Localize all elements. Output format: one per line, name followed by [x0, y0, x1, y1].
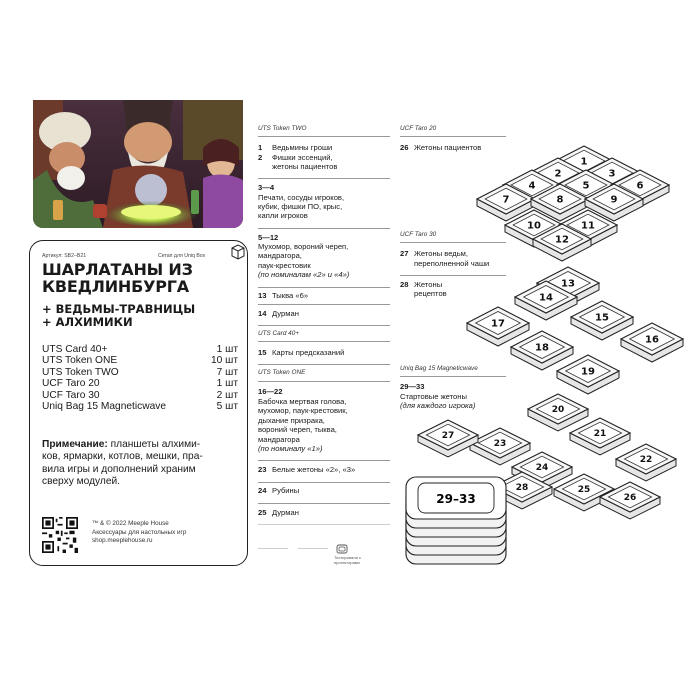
tray-cell-label: 6 [636, 180, 644, 192]
bag-stack [406, 477, 506, 564]
tray-cell-label: 14 [539, 292, 553, 304]
tray-cell-label: 8 [556, 194, 564, 206]
tray-cell-label: 12 [555, 234, 569, 246]
tray-cell-20 [528, 394, 588, 431]
qr-code-icon[interactable] [42, 517, 78, 553]
divider [258, 482, 390, 483]
list-item: 23 Белые жетоны «2», «3» [258, 465, 356, 475]
article-number: Артикул: SB2–B21 [42, 253, 87, 259]
section-title: UCF Taro 20 [400, 125, 437, 132]
tray-cell-22 [616, 444, 676, 481]
tray-cell-label: 26 [623, 493, 637, 504]
list-item: 5—12 Мухомор, вороний череп, мандрагора, паук-крестовик (по номиналам «2» и «4») [258, 232, 350, 280]
list-item: 24 Рубины [258, 486, 300, 496]
section-title: UCF Taro 30 [400, 231, 437, 238]
list-item: 2 Фишки эссенций, жетоны пациентов [258, 152, 338, 172]
tray-cell-18 [511, 331, 573, 370]
artwork-illustration [33, 100, 243, 228]
tray-cell-label: 19 [581, 366, 595, 378]
list-item: 14 Дурман [258, 308, 299, 318]
tray-cell-label: 2 [554, 168, 562, 180]
list-item: 29—33 Стартовые жетоны (для каждого игрока) [400, 382, 476, 411]
section-title: UTS Token TWO [258, 125, 307, 132]
tray-cell-label: 21 [593, 429, 607, 440]
section-title: UTS Token ONE [258, 369, 306, 377]
tray-cell-label: 23 [493, 439, 507, 450]
tray-cell-label: 5 [582, 180, 590, 192]
organizer-diagram [392, 125, 700, 565]
note-text: Примечание: планшеты алхими- ков, ярмарки, котлов, мешки, пра- вила игры и дополнений храним сверху модулей. [42, 439, 203, 488]
list-item: 16—22 Бабочка мертвая голова, мухомор, паук-крестовик, дыхание призрака, вороний череп, тыква, мандрагора (по номиналу «1») [258, 387, 348, 453]
tray-cell-label: 22 [639, 455, 653, 466]
components-list [42, 344, 238, 412]
tray-cell-label: 10 [527, 220, 541, 232]
divider [258, 524, 390, 525]
box-icon [230, 243, 246, 261]
divider [258, 341, 390, 342]
list-item: 3—4 Печати, сосуды игроков, кубик, фишки ПО, крыс, капли игроков [258, 183, 345, 221]
copyright: ™ & © 2022 Meeple House [92, 520, 169, 527]
copyright-block [92, 520, 186, 546]
tested-label: Тестировали с протекторами [334, 555, 361, 565]
tray-cell-27 [418, 420, 478, 457]
tray-cell-label: 28 [515, 483, 529, 494]
website-link[interactable]: shop.meeplehouse.ru [92, 537, 153, 545]
list-item: 26 Жетоны пациентов [400, 143, 482, 153]
tray-cell-label: 1 [580, 156, 588, 168]
list-item: 13 Тыква «6» [258, 291, 309, 301]
tray-cell-label: 25 [577, 485, 591, 496]
divider [258, 364, 390, 365]
tagline: Аксессуары для настольных игр [92, 528, 187, 536]
tray-cell-17 [467, 307, 529, 346]
tray-cell-label: 4 [528, 180, 536, 192]
divider [258, 304, 390, 305]
sleeve-icon [336, 544, 348, 554]
list-item: 1 Ведьмины гроши [258, 143, 333, 153]
list-item: 28 Жетоны рецептов [400, 279, 447, 299]
tray-cell-label: 20 [551, 405, 565, 416]
game-title [42, 261, 193, 295]
expansions-title [42, 303, 195, 329]
list-item: UTS Token TWO 7 шт [42, 366, 238, 378]
list-item: UCF Taro 30 2 шт [42, 389, 238, 401]
list-item: 25 Дурман [258, 507, 299, 517]
tray-cell-label: 13 [561, 278, 575, 290]
tray-cell-label: 24 [535, 463, 549, 474]
list-item: UCF Taro 20 1 шт [42, 378, 238, 390]
tray-cell-23 [470, 428, 530, 465]
tray-cell-label: 15 [595, 312, 609, 324]
divider [258, 460, 390, 461]
note-label: Примечание: [42, 439, 108, 450]
tray-cell-16 [621, 323, 683, 362]
list-item: UTS Card 40+ 1 шт [42, 344, 238, 355]
tray-cell-15 [571, 301, 633, 340]
list-item: Uniq Bag 15 Magneticwave 5 шт [42, 401, 238, 413]
tray-cell-label: 9 [610, 194, 618, 206]
tray-cell-21 [570, 418, 630, 455]
divider [258, 381, 390, 382]
setup-label: Сетап для Uniq Box [158, 253, 206, 259]
divider [258, 325, 390, 326]
setup-card [29, 240, 248, 566]
tray-cell-label: 18 [535, 342, 549, 354]
footer-divider [298, 548, 328, 549]
divider [258, 287, 390, 288]
tray-cell-label: 27 [441, 431, 455, 442]
divider [258, 503, 390, 504]
bag-label: 29–33 [436, 492, 476, 506]
footer-divider [258, 548, 288, 549]
title-line-1: ШАРЛАТАНЫ ИЗ [42, 260, 193, 279]
section-title: UTS Card 40+ [258, 329, 300, 337]
middle-column [258, 124, 398, 525]
section-title: Uniq Bag 15 Magneticwave [400, 365, 478, 372]
divider [258, 228, 390, 229]
list-item: 27 Жетоны ведьм, переполненной чаши [400, 249, 490, 268]
tray-cell-label: 7 [502, 194, 510, 206]
game-artwork [33, 100, 243, 228]
divider [258, 136, 390, 137]
list-item: UTS Token ONE 10 шт [42, 355, 238, 367]
tray-cell-label: 11 [581, 220, 595, 232]
title-line-2: КВЕДЛИНБУРГА [42, 277, 189, 296]
divider [258, 178, 390, 179]
tray-cell-label: 3 [608, 168, 616, 180]
list-item: 15 Карты предсказаний [258, 348, 345, 358]
tray-cell-label: 17 [491, 318, 505, 330]
subtitle-line-1: + ВЕДЬМЫ-ТРАВНИЦЫ [42, 302, 196, 316]
subtitle-line-2: + АЛХИМИКИ [42, 315, 133, 329]
tray-cell-label: 16 [645, 334, 659, 346]
tray-cell-19 [557, 355, 619, 394]
